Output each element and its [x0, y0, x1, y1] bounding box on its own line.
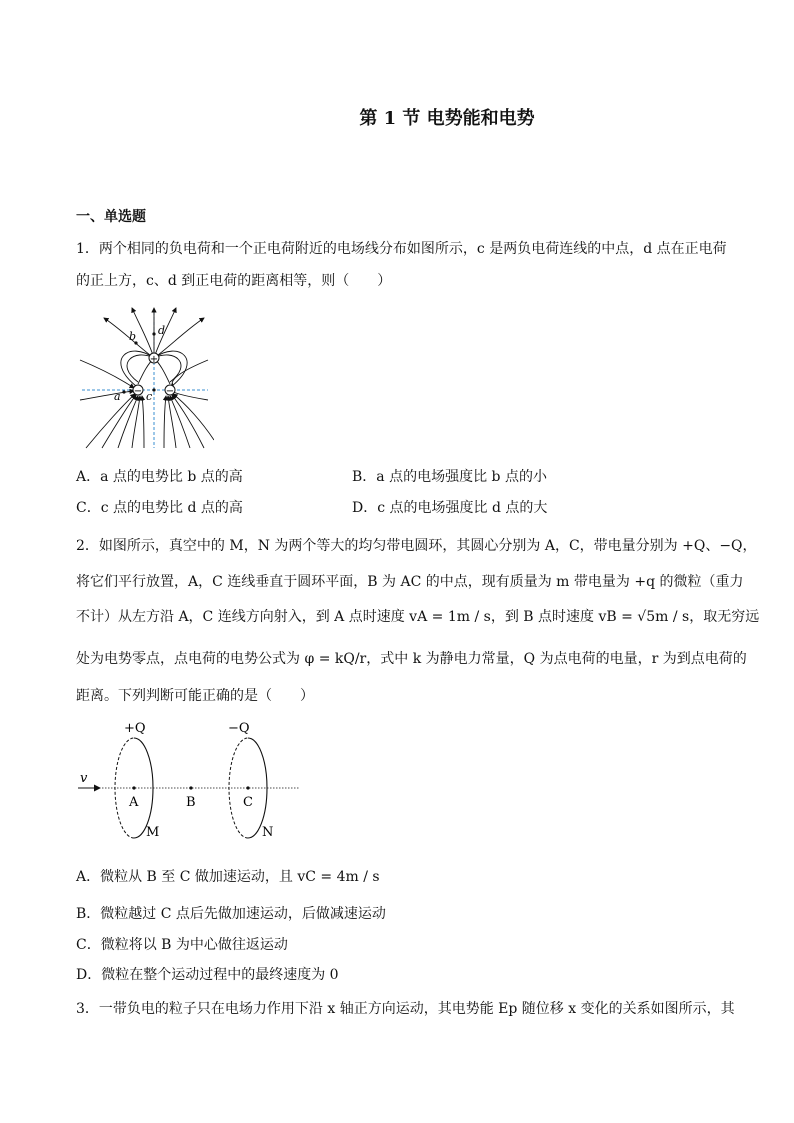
q2-option-b: B．微粒越过 C 点后先做加速运动，后做减速运动: [76, 906, 386, 922]
q2-rings-figure: [76, 716, 302, 840]
q2-label-n: N: [262, 825, 274, 840]
q1-option-c: C．c 点的电势比 d 点的高: [76, 500, 243, 516]
q2-label-v: v: [80, 771, 88, 786]
q1-label-c: c: [146, 390, 153, 403]
q1-text-line1: 1．两个相同的负电荷和一个正电荷附近的电场线分布如图所示，c 是两负电荷连线的中点，d 点在正电荷: [76, 241, 727, 257]
q1-option-a: A．a 点的电势比 b 点的高: [76, 469, 243, 485]
q2-option-d: D．微粒在整个运动过程中的最终速度为 0: [76, 967, 339, 983]
q2-text-line3: 不计）从左方沿 A，C 连线方向射入，到 A 点时速度 vA = 1m / s，到 B 点时速度 vB = √5m / s，取无穷远: [76, 609, 760, 625]
q2-text-line5: 距离。下列判断可能正确的是（ ）: [76, 688, 314, 704]
q1-label-a: a: [114, 390, 121, 403]
q1-text-line2: 的正上方，c、d 到正电荷的距离相等，则（ ）: [76, 273, 392, 289]
q2-option-c: C．微粒将以 B 为中心做往返运动: [76, 937, 288, 953]
q2-label-b: B: [186, 795, 196, 810]
q2-option-a: A．微粒从 B 至 C 做加速运动，且 vC = 4m / s: [76, 869, 380, 885]
page-title: 第 1 节 电势能和电势: [359, 108, 535, 129]
q2-label-a: A: [129, 795, 139, 810]
q1-plus-sign: +: [149, 354, 159, 365]
q2-text-line4: 处为电势零点，点电荷的电势公式为 φ = kQ/r，式中 k 为静电力常量，Q 为点电荷的电量，r 为到点电荷的: [76, 651, 747, 667]
q2-label-minusq: −Q: [228, 721, 250, 736]
q1-minus-sign-left: −: [133, 386, 143, 397]
q1-label-d: d: [158, 324, 166, 337]
section-heading: 一、单选题: [76, 209, 146, 225]
q2-text-line1: 2．如图所示，真空中的 M，N 为两个等大的均匀带电圆环，其圆心分别为 A，C，带电量分别为 +Q、−Q，: [76, 538, 757, 554]
q1-field-lines-figure: [74, 300, 214, 452]
q2-label-m: M: [146, 825, 160, 840]
q3-text-line1: 3．一带负电的粒子只在电场力作用下沿 x 轴正方向运动，其电势能 Ep 随位移 x 变化的关系如图所示，其: [76, 1001, 735, 1017]
q2-label-plusq: +Q: [124, 721, 146, 736]
q1-option-d: D．c 点的电场强度比 d 点的大: [352, 500, 548, 516]
q2-text-line2: 将它们平行放置，A，C 连线垂直于圆环平面，B 为 AC 的中点，现有质量为 m 带电量为 +q 的微粒（重力: [76, 574, 744, 590]
q1-option-b: B．a 点的电场强度比 b 点的小: [352, 469, 547, 485]
q1-minus-sign-right: −: [165, 386, 175, 397]
q2-label-c: C: [243, 795, 253, 810]
q1-label-b: b: [129, 330, 137, 343]
